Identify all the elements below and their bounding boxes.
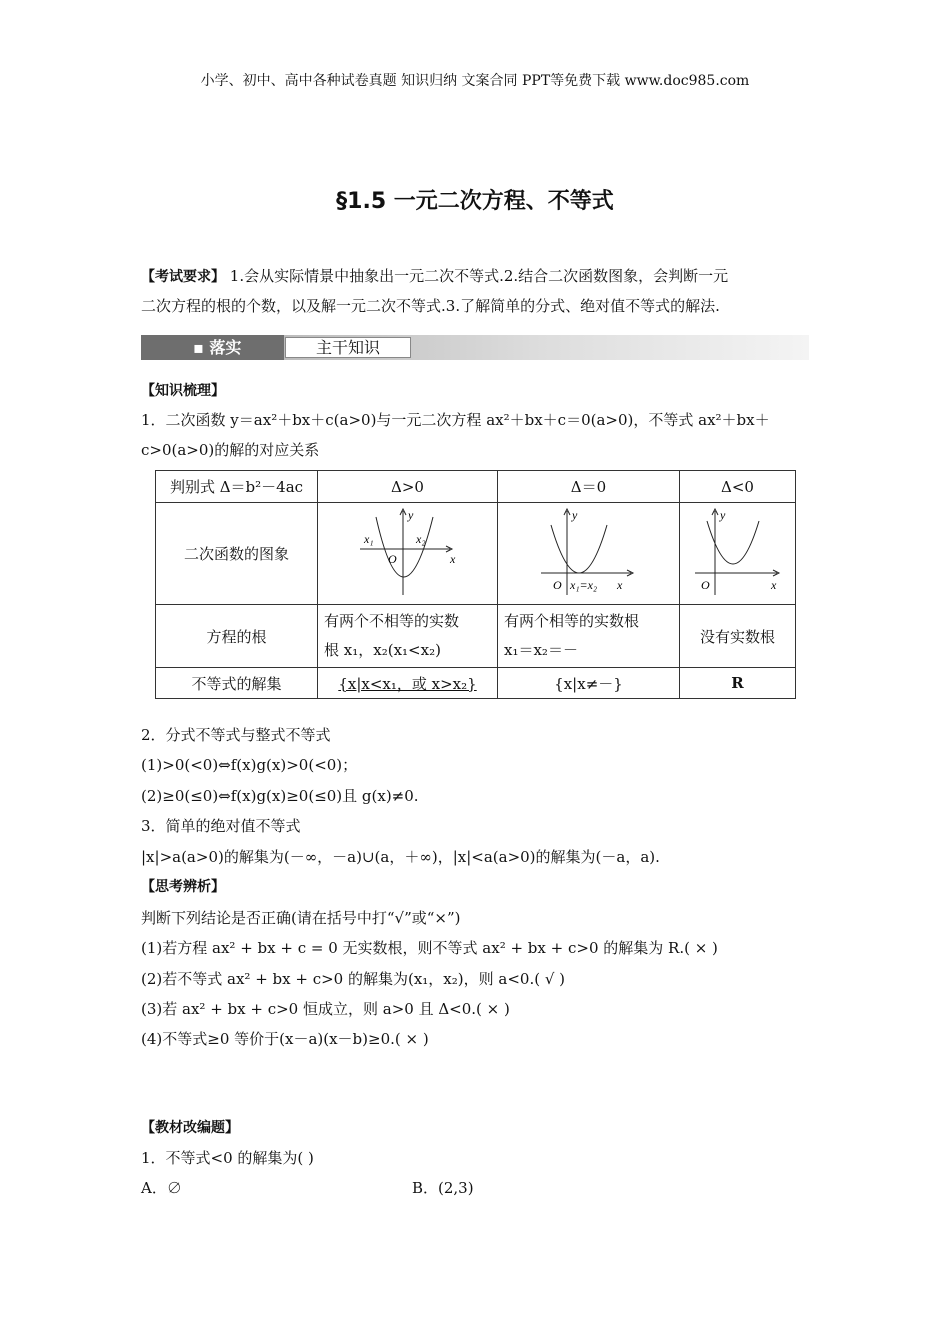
textbook-tag: 【教材改编题】: [141, 1120, 239, 1136]
banner-right: 主干知识: [285, 337, 411, 358]
correspondence-table: [155, 470, 796, 699]
double-root-label: x₁=x₂: [569, 577, 597, 592]
x-label: x: [770, 577, 776, 592]
solution-zero: {x|x≠－}: [498, 668, 680, 699]
knowledge-p1b: c>0(a>0)的解的对应关系: [141, 441, 320, 459]
roots-negative: 没有实数根: [680, 605, 796, 668]
x2-label: x₂: [415, 531, 425, 546]
textbook-q1: 1．不等式<0 的解集为( ): [141, 1149, 314, 1167]
x-label: x: [449, 551, 455, 566]
origin-label: O: [387, 551, 397, 566]
page-title: §1.5 一元二次方程、不等式: [336, 189, 614, 214]
thinking-tag: 【思考辨析】: [141, 879, 225, 895]
requirements-line-1: [141, 267, 728, 286]
banner-left: ▪ 落实: [141, 335, 284, 360]
row-graph-label: 二次函数的图象: [156, 503, 318, 605]
line-2-2: (2)≥0(≤0)⇔f(x)g(x)≥0(≤0)且 g(x)≠0.: [141, 787, 419, 805]
requirements-text: 1.会从实际情景中抽象出一元二次不等式.2.结合二次函数图象，会判断一元: [229, 267, 729, 285]
graph-zero: [498, 503, 680, 605]
thinking-item: (4)不等式≥0 等价于(x－a)(x－b)≥0.( × ): [141, 1030, 429, 1048]
solution-positive: {x|x<x₁，或 x>x₂}: [318, 668, 498, 699]
requirements-line-2: 二次方程的根的个数，以及解一元二次不等式.3.了解简单的分式、绝对值不等式的解法.: [141, 297, 720, 315]
line-3-abs: |x|>a(a>0)的解集为(－∞，－a)∪(a，＋∞)，|x|<a(a>0)的解集为(－a，a).: [141, 848, 660, 866]
roots-positive-l1: 有两个不相等的实数: [324, 612, 460, 630]
roots-zero-l2: x₁＝x₂＝－: [504, 641, 578, 659]
line-2-1: (1)>0(<0)⇔f(x)g(x)>0(<0)；: [141, 756, 358, 774]
row-roots-label: 方程的根: [156, 605, 318, 668]
option-a: A．∅: [141, 1179, 182, 1197]
origin-label: O: [700, 577, 710, 592]
header-discriminant: 判别式 Δ＝b²－4ac: [156, 471, 318, 503]
section-banner: [141, 335, 809, 360]
header-negative: Δ<0: [680, 471, 796, 503]
roots-positive-l2: 根 x₁，x₂(x₁<x₂): [324, 641, 441, 659]
page-header: 小学、初中、高中各种试卷真题 知识归纳 文案合同 PPT等免费下载 www.doc985.com: [200, 73, 750, 89]
option-b: B．(2,3): [412, 1179, 474, 1197]
x-label: x: [616, 577, 622, 592]
origin-label: O: [552, 577, 562, 592]
graph-positive: [318, 503, 498, 605]
roots-zero: [498, 605, 680, 668]
header-zero: Δ＝0: [498, 471, 680, 503]
knowledge-p1a: 1．二次函数 y＝ax²＋bx＋c(a>0)与一元二次方程 ax²＋bx＋c＝0(a>0)，不等式 ax²＋bx＋: [141, 411, 770, 429]
roots-positive: [318, 605, 498, 668]
thinking-item: (2)若不等式 ax² + bx + c>0 的解集为(x₁，x₂)，则 a<0.( √ ): [141, 970, 566, 988]
y-label: y: [407, 507, 413, 522]
header-positive: Δ>0: [318, 471, 498, 503]
graph-negative: [680, 503, 796, 605]
y-label: y: [719, 507, 725, 522]
requirements-tag: 【考试要求】: [141, 269, 225, 285]
thinking-item: (1)若方程 ax² + bx + c = 0 无实数根，则不等式 ax² + bx + c>0 的解集为 R.( × ): [141, 939, 718, 957]
knowledge-tag: 【知识梳理】: [141, 383, 225, 399]
thinking-intro: 判断下列结论是否正确(请在括号中打“√”或“×”): [141, 909, 461, 927]
thinking-item: (3)若 ax² + bx + c>0 恒成立，则 a>0 且 Δ<0.( × ): [141, 1000, 510, 1018]
line-3: 3．简单的绝对值不等式: [141, 817, 301, 835]
solution-negative: R: [680, 668, 796, 699]
roots-zero-l1: 有两个相等的实数根: [504, 612, 640, 630]
line-2: 2．分式不等式与整式不等式: [141, 726, 331, 744]
y-label: y: [571, 507, 577, 522]
row-solution-label: 不等式的解集: [156, 668, 318, 699]
x1-label: x₁: [363, 531, 373, 546]
